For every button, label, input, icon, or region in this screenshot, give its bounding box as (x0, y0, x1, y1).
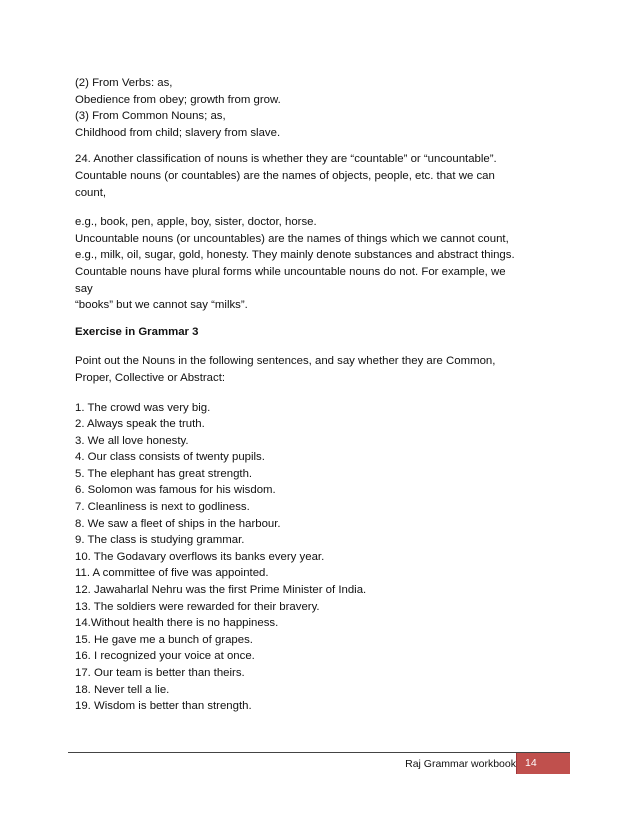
verbs-heading: (2) From Verbs: as, (75, 77, 173, 89)
list-item: 5. The elephant has great strength. (75, 467, 253, 480)
list-item: 19. Wisdom is better than strength. (75, 700, 252, 713)
para24-line: e.g., milk, oil, sugar, gold, honesty. They mainly denote substances and abstract things. (75, 249, 515, 262)
list-item: 11. A committee of five was appointed. (75, 567, 269, 580)
para24-line: say (75, 282, 93, 295)
page-number: 14 (517, 753, 570, 774)
common-nouns-heading: (3) From Common Nouns; as, (75, 110, 226, 123)
para24-line: “books” but we cannot say “milks”. (75, 299, 248, 312)
para24-line: Countable nouns have plural forms while uncountable nouns do not. For example, we (75, 265, 506, 278)
para24-line: e.g., book, pen, apple, boy, sister, doctor, horse. (75, 216, 317, 229)
list-item: 8. We saw a fleet of ships in the harbour. (75, 517, 281, 530)
list-item: 17. Our team is better than theirs. (75, 667, 245, 679)
exercise-sentence-list (75, 400, 565, 715)
list-item: 16. I recognized your voice at once. (75, 650, 255, 663)
list-item: 7. Cleanliness is next to godliness. (75, 501, 250, 514)
exercise-instruction: Point out the Nouns in the following sentences, and say whether they are Common, (75, 355, 496, 368)
list-item: 3. We all love honesty. (75, 434, 189, 447)
list-item: 4. Our class consists of twenty pupils. (75, 451, 265, 464)
list-item: 9. The class is studying grammar. (75, 534, 245, 547)
verbs-example: Obedience from obey; growth from grow. (75, 93, 281, 106)
list-item: 14.Without health there is no happiness. (75, 617, 279, 630)
exercise-title: Exercise in Grammar 3 (75, 325, 199, 338)
list-item: 1. The crowd was very big. (75, 401, 211, 414)
list-item: 10. The Godavary overflows its banks every year. (75, 550, 325, 563)
para24-line: 24. Another classification of nouns is whether they are “countable” or “uncountable”. (75, 153, 497, 166)
list-item: 6. Solomon was famous for his wisdom. (75, 484, 276, 497)
footer-label: Raj Grammar workbook (405, 758, 516, 770)
list-item: 2. Always speak the truth. (75, 418, 205, 431)
exercise-instruction: Proper, Collective or Abstract: (75, 371, 226, 384)
para24-line: Uncountable nouns (or uncountables) are the names of things which we cannot count, (75, 232, 509, 245)
list-item: 15. He gave me a bunch of grapes. (75, 633, 253, 646)
para24-line: Countable nouns (or countables) are the names of objects, people, etc. that we can (75, 169, 495, 182)
common-nouns-example: Childhood from child; slavery from slave. (75, 126, 281, 139)
list-item: 12. Jawaharlal Nehru was the first Prime Minister of India. (75, 584, 367, 597)
document-page (75, 75, 565, 715)
list-item: 13. The soldiers were rewarded for their bravery. (75, 600, 320, 613)
para24-line: count, (75, 186, 107, 199)
list-item: 18. Never tell a lie. (75, 683, 170, 696)
paragraph-24 (75, 151, 565, 313)
footer-divider (68, 752, 570, 753)
